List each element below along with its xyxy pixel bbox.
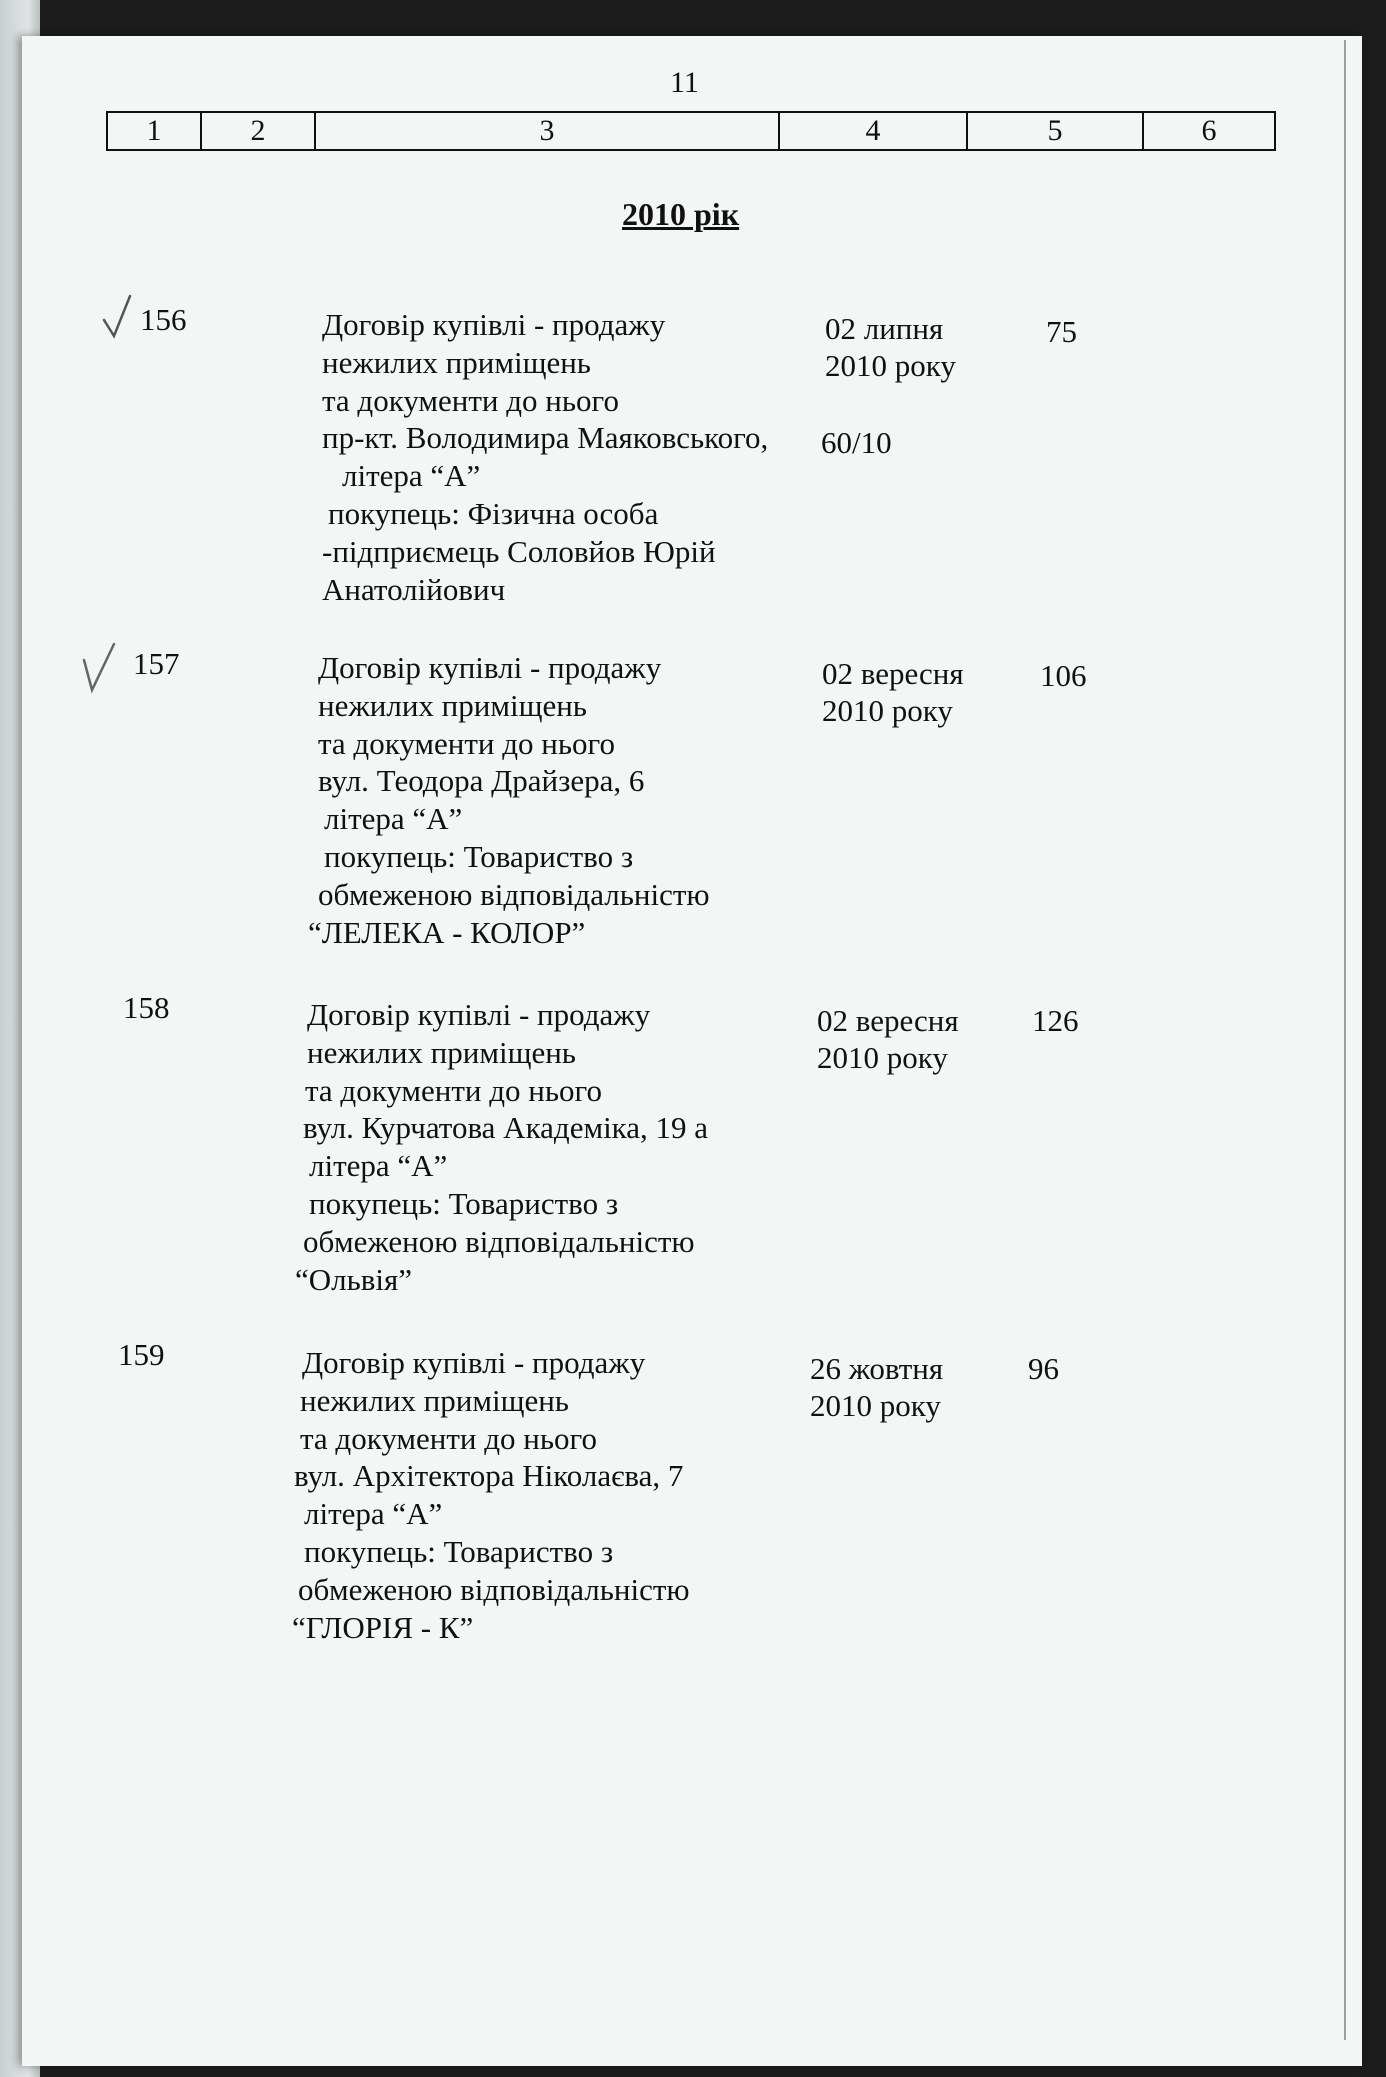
entry-line: нежилих приміщень (322, 344, 591, 380)
header-col-2: 2 (201, 112, 315, 150)
entry-description (295, 996, 709, 1298)
entry-line: Договір купівлі - продажу (302, 1345, 646, 1380)
entry-date-line: 02 липня (825, 311, 944, 346)
year-heading: 2010 рік (622, 196, 740, 232)
entry-line: літера “А” (309, 1148, 448, 1184)
entry-pages: 96 (1028, 1351, 1059, 1386)
entry-number: 159 (118, 1337, 165, 1372)
entry-line: -підприємець Соловйов Юрій (322, 533, 716, 569)
entry-description (322, 306, 768, 608)
entry-date (817, 1002, 959, 1076)
entry-description (308, 649, 710, 951)
entry-line: “ЛЕЛЕКА - КОЛОР” (308, 914, 586, 950)
entry-number: 158 (123, 990, 170, 1025)
entry-date-line: 2010 року (817, 1040, 948, 1075)
entry-line: покупець: Товариство з (324, 838, 634, 874)
entry-line: вул. Архітектора Ніколаєва, 7 (294, 1458, 684, 1494)
page-edge-shadow (1344, 40, 1346, 2040)
entry-date-line: 2010 року (810, 1388, 941, 1423)
entry-line: обмеженою відповідальністю (298, 1571, 690, 1607)
entry-date-line: 2010 року (825, 348, 956, 383)
entry-date (810, 1350, 943, 1424)
entry-line: та документи до нього (318, 725, 615, 761)
entry-pages: 126 (1032, 1003, 1079, 1038)
entry-line: “ГЛОРІЯ - К” (292, 1609, 474, 1645)
entry-line: пр-кт. Володимира Маяковського, (322, 420, 769, 456)
header-col-1: 1 (107, 112, 201, 150)
header-col-4: 4 (779, 112, 967, 150)
entry-pages: 106 (1040, 658, 1087, 693)
check-mark-icon (80, 640, 120, 696)
entry-line: та документи до нього (305, 1072, 602, 1108)
entry-line: обмеженою відповідальністю (303, 1223, 695, 1259)
entry-number: 156 (140, 302, 187, 337)
entry-pages: 75 (1046, 314, 1077, 349)
entry-line: вул. Курчатова Академіка, 19 а (303, 1110, 709, 1146)
entry-line: та документи до нього (322, 382, 619, 418)
header-row (107, 112, 1275, 150)
header-col-6: 6 (1143, 112, 1275, 150)
column-header-table (106, 111, 1276, 151)
entry-line: Договір купівлі - продажу (322, 307, 666, 342)
header-col-3: 3 (315, 112, 779, 150)
entry-line: нежилих приміщень (300, 1382, 569, 1418)
entry-date-line: 02 вересня (822, 656, 964, 691)
entry-line: Договір купівлі - продажу (318, 650, 662, 685)
entry-line: літера “А” (304, 1496, 443, 1532)
entry-line: покупець: Товариство з (304, 1533, 614, 1569)
address-suffix: 60/10 (821, 425, 892, 460)
header-col-5: 5 (967, 112, 1143, 150)
entry-line: нежилих приміщень (318, 687, 587, 723)
entry-number: 157 (133, 646, 180, 681)
entry-line: Анатолійович (322, 571, 506, 607)
entry-date-line: 02 вересня (817, 1003, 959, 1038)
entry-line: літера “А” (342, 458, 481, 494)
entry-date (825, 310, 956, 384)
entry-line: та документи до нього (300, 1420, 597, 1456)
entry-line: нежилих приміщень (307, 1034, 576, 1070)
entry-line: вул. Теодора Драйзера, 6 (318, 763, 645, 799)
entry-line: покупець: Товариство з (309, 1185, 619, 1221)
entry-line: Договір купівлі - продажу (307, 997, 651, 1032)
entry-date (822, 655, 964, 729)
entry-line: літера “А” (324, 801, 463, 837)
entry-line: покупець: Фізична особа (328, 495, 659, 531)
entry-description (292, 1344, 690, 1646)
entry-line: “Ольвія” (295, 1261, 413, 1297)
entry-date-line: 26 жовтня (810, 1351, 944, 1386)
entry-date-line: 2010 року (822, 693, 953, 728)
check-mark-icon (100, 292, 134, 342)
page-number: 11 (670, 66, 699, 99)
entry-line: обмеженою відповідальністю (318, 876, 710, 912)
